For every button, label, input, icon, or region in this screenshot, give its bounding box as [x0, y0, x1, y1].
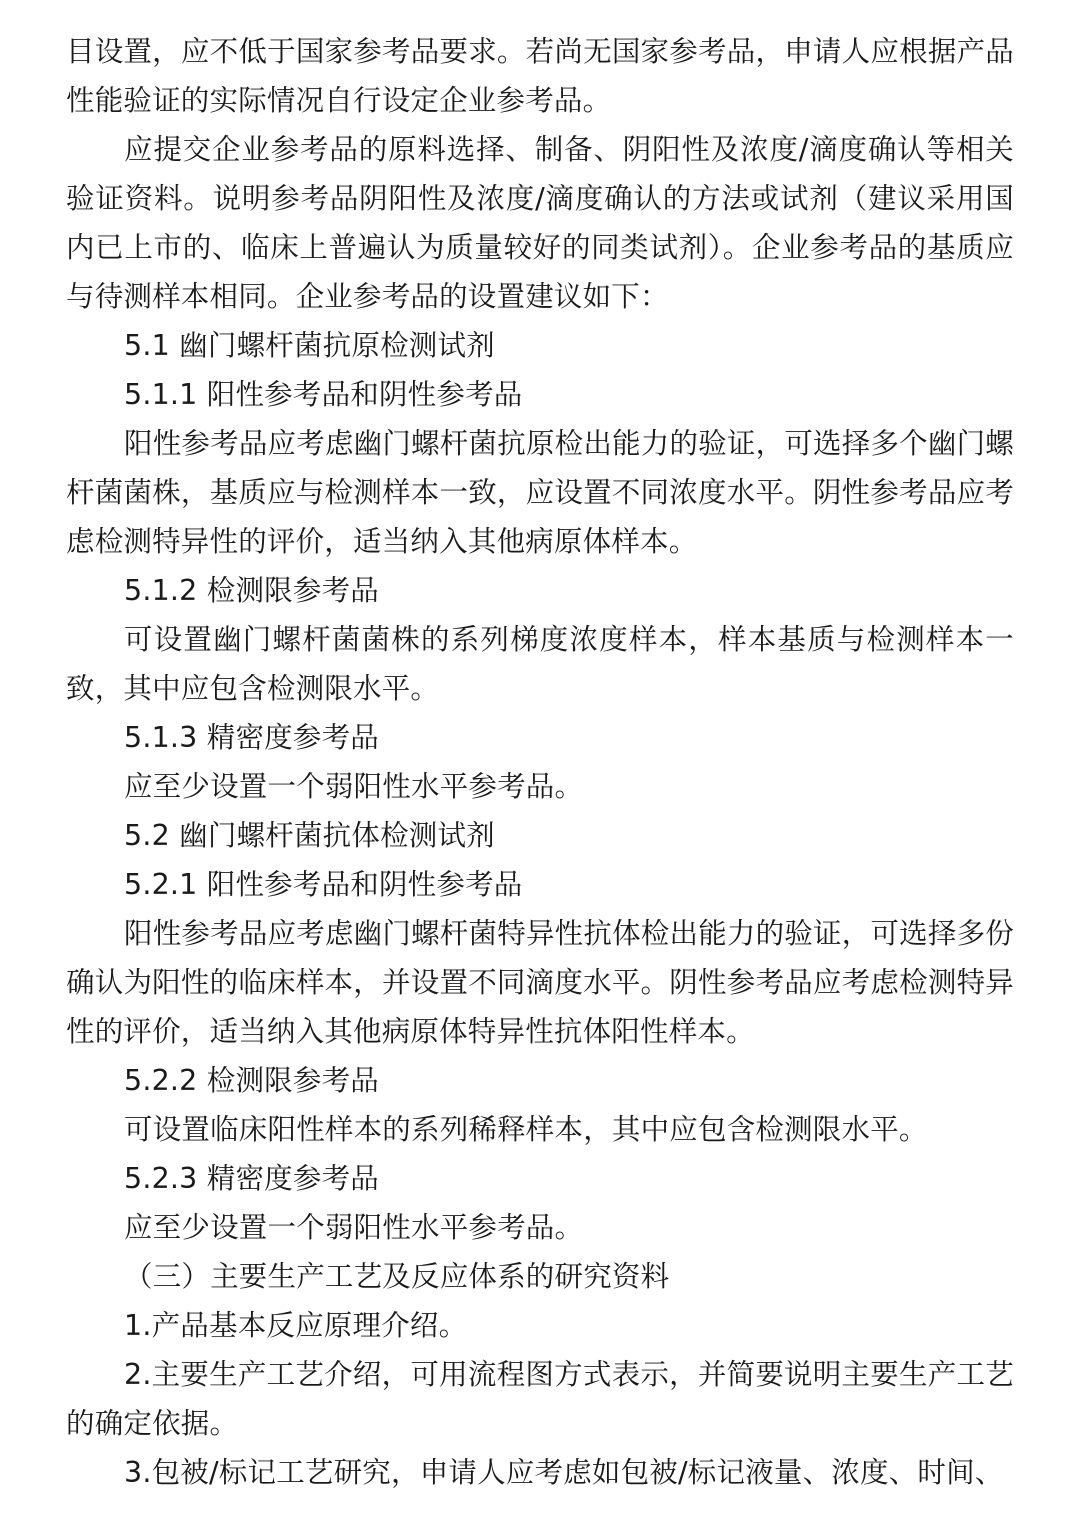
section-heading-5-1-1: 5.1.1 阳性参考品和阴性参考品 [124, 378, 523, 411]
paragraph-continuation: 目设置，应不低于国家参考品要求。若尚无国家参考品，申请人应根据产品性能验证的实际情况自行设定企业参考品。 [66, 35, 1014, 117]
paragraph-5-1-1-body: 阳性参考品应考虑幽门螺杆菌抗原检出能力的验证，可选择多个幽门螺杆菌菌株，基质应与检测样本一致，应设置不同浓度水平。阴性参考品应考虑检测特异性的评价，适当纳入其他病原体样本。 [66, 427, 1014, 558]
paragraph-5-2-2-body: 可设置临床阳性样本的系列稀释样本，其中应包含检测限水平。 [124, 1113, 928, 1146]
section-heading-5-2: 5.2 幽门螺杆菌抗体检测试剂 [124, 819, 495, 852]
section-heading-5-2-2: 5.2.2 检测限参考品 [124, 1064, 379, 1097]
section-heading-5-1-2: 5.1.2 检测限参考品 [124, 574, 379, 607]
paragraph-5-2-3-body: 应至少设置一个弱阳性水平参考品。 [124, 1211, 584, 1244]
section-heading-5-1: 5.1 幽门螺杆菌抗原检测试剂 [124, 329, 495, 362]
section-heading-part-3: （三）主要生产工艺及反应体系的研究资料 [124, 1260, 670, 1293]
list-item-3: 3.包被/标记工艺研究，申请人应考虑如包被/标记液量、浓度、时间、 [124, 1456, 1004, 1489]
paragraph-5-1-2-body: 可设置幽门螺杆菌菌株的系列梯度浓度样本，样本基质与检测样本一致，其中应包含检测限水平。 [66, 623, 1014, 705]
section-heading-5-1-3: 5.1.3 精密度参考品 [124, 721, 379, 754]
section-heading-5-2-3: 5.2.3 精密度参考品 [124, 1162, 379, 1195]
paragraph-reference-materials-intro: 应提交企业参考品的原料选择、制备、阴阳性及浓度/滴度确认等相关验证资料。说明参考品阴阳性及浓度/滴度确认的方法或试剂（建议采用国内已上市的、临床上普遍认为质量较好的同类试剂）。企业参考品的基质应与待测样本相同。企业参考品的设置建议如下： [66, 133, 1014, 313]
list-item-2: 2.主要生产工艺介绍，可用流程图方式表示，并简要说明主要生产工艺的确定依据。 [66, 1358, 1014, 1440]
list-item-1: 1.产品基本反应原理介绍。 [124, 1309, 468, 1342]
paragraph-5-1-3-body: 应至少设置一个弱阳性水平参考品。 [124, 770, 584, 803]
section-heading-5-2-1: 5.2.1 阳性参考品和阴性参考品 [124, 868, 523, 901]
paragraph-5-2-1-body: 阳性参考品应考虑幽门螺杆菌特异性抗体检出能力的验证，可选择多份确认为阳性的临床样本，并设置不同滴度水平。阴性参考品应考虑检测特异性的评价，适当纳入其他病原体特异性抗体阳性样本。 [66, 917, 1014, 1048]
